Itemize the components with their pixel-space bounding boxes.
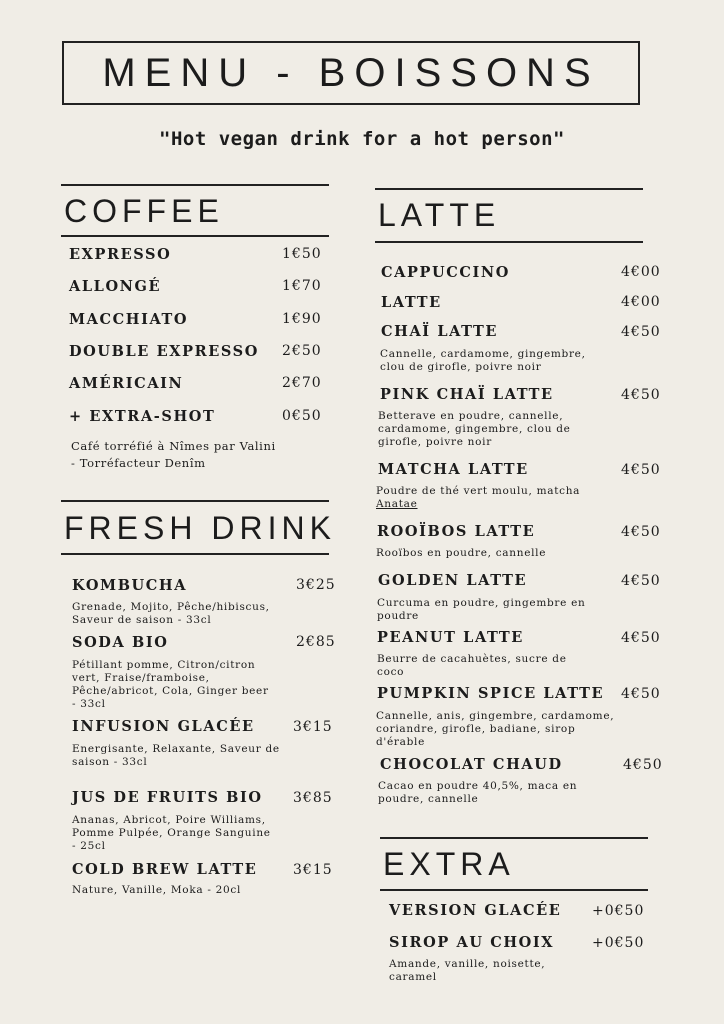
- desc-line: Cacao en poudre 40,5%, maca en: [378, 780, 578, 792]
- extra-top-rule: [380, 837, 648, 839]
- coffee-item-name: + EXTRA-SHOT: [69, 408, 216, 425]
- latte-item-desc: [376, 485, 580, 511]
- desc-line: poudre: [377, 610, 419, 622]
- latte-item-price: 4€00: [621, 264, 661, 280]
- latte-item-name: GOLDEN LATTE: [378, 572, 528, 589]
- desc-line: Rooïbos en poudre, cannelle: [376, 547, 547, 559]
- latte-item-desc: [376, 710, 614, 749]
- desc-line: - 25cl: [72, 840, 106, 852]
- desc-line: caramel: [389, 971, 437, 983]
- desc-line: Amande, vanille, noisette,: [389, 958, 546, 970]
- fresh-item-price: 3€85: [293, 790, 333, 806]
- desc-line: girofle, poivre noir: [378, 436, 492, 448]
- fresh-item-price: 3€15: [293, 719, 333, 735]
- fresh-item-desc: [72, 814, 271, 853]
- menu-title: MENU - BOISSONS: [102, 50, 600, 95]
- tagline: "Hot vegan drink for a hot person": [159, 128, 565, 150]
- extra-section-title: EXTRA: [383, 846, 515, 882]
- latte-item-name: LATTE: [381, 294, 442, 311]
- latte-item-desc: [377, 653, 567, 679]
- coffee-item-name: EXPRESSO: [69, 246, 172, 263]
- desc-line: Pomme Pulpée, Orange Sanguine: [72, 827, 271, 839]
- latte-item-price: 4€50: [621, 686, 661, 702]
- latte-item-price: 4€50: [621, 387, 661, 403]
- fresh-item-name: KOMBUCHA: [72, 577, 188, 594]
- fresh-item-name: SODA BIO: [72, 634, 169, 651]
- coffee-item-price: 1€90: [282, 311, 322, 327]
- desc-line: Nature, Vanille, Moka - 20cl: [72, 884, 242, 896]
- desc-line: coco: [377, 666, 405, 678]
- latte-section-title: LATTE: [378, 197, 501, 233]
- desc-line: Beurre de cacahuètes, sucre de: [377, 653, 567, 665]
- desc-line: Pêche/abricot, Cola, Ginger beer: [72, 685, 269, 697]
- fresh-top-rule: [61, 500, 329, 502]
- desc-line: coriandre, girofle, badiane, sirop: [376, 723, 576, 735]
- coffee-section-title: COFFEE: [64, 193, 224, 229]
- desc-line: Anatae: [376, 498, 418, 510]
- desc-line: Saveur de saison - 33cl: [72, 614, 212, 626]
- desc-line: Pétillant pomme, Citron/citron: [72, 659, 256, 671]
- latte-bottom-rule: [375, 241, 643, 243]
- latte-item-price: 4€50: [621, 630, 661, 646]
- fresh-item-price: 3€25: [296, 577, 336, 593]
- desc-line: Cannelle, cardamome, gingembre,: [380, 348, 586, 360]
- fresh-section-title: FRESH DRINK: [64, 510, 336, 546]
- latte-item-desc: [377, 597, 585, 623]
- coffee-item-name: MACCHIATO: [69, 311, 189, 328]
- fresh-item-name: JUS DE FRUITS BIO: [72, 789, 263, 806]
- extra-bottom-rule: [380, 889, 648, 891]
- fresh-item-price: 3€15: [293, 862, 333, 878]
- desc-line: cardamome, gingembre, clou de: [378, 423, 571, 435]
- latte-item-name: CHOCOLAT CHAUD: [380, 756, 563, 773]
- coffee-item-name: ALLONGÉ: [69, 278, 162, 295]
- latte-item-name: CHAÏ LATTE: [381, 323, 499, 340]
- extra-item-price: +0€50: [592, 935, 645, 951]
- desc-line: vert, Fraise/framboise,: [72, 672, 210, 684]
- fresh-item-desc: [72, 601, 270, 627]
- coffee-item-price: 1€50: [282, 246, 322, 262]
- desc-line: poudre, cannelle: [378, 793, 479, 805]
- desc-line: Ananas, Abricot, Poire Williams,: [72, 814, 266, 826]
- desc-line: Cannelle, anis, gingembre, cardamome,: [376, 710, 615, 722]
- desc-line: Curcuma en poudre, gingembre en: [377, 597, 586, 609]
- desc-line: saison - 33cl: [72, 756, 148, 768]
- coffee-bottom-rule: [61, 235, 329, 237]
- latte-item-price: 4€50: [623, 757, 663, 773]
- desc-line: Poudre de thé vert moulu, matcha: [376, 485, 581, 497]
- desc-line: clou de girofle, poivre noir: [380, 361, 542, 373]
- latte-item-price: 4€50: [621, 324, 661, 340]
- fresh-item-desc: [72, 743, 280, 769]
- extra-item-desc: [389, 958, 545, 984]
- extra-item-name: SIROP AU CHOIX: [389, 934, 555, 951]
- latte-item-price: 4€00: [621, 294, 661, 310]
- latte-item-name: ROOÏBOS LATTE: [377, 523, 536, 540]
- latte-item-price: 4€50: [621, 573, 661, 589]
- latte-item-desc: [380, 348, 586, 374]
- fresh-item-name: COLD BREW LATTE: [72, 861, 258, 878]
- coffee-item-price: 2€50: [282, 343, 322, 359]
- fresh-item-name: INFUSION GLACÉE: [72, 718, 255, 735]
- latte-top-rule: [375, 188, 643, 190]
- latte-item-name: PINK CHAÏ LATTE: [380, 386, 554, 403]
- coffee-item-name: DOUBLE EXPRESSO: [69, 343, 259, 360]
- fresh-bottom-rule: [61, 553, 329, 555]
- latte-item-desc: [378, 780, 577, 806]
- latte-item-name: MATCHA LATTE: [378, 461, 529, 478]
- latte-item-price: 4€50: [621, 462, 661, 478]
- desc-line: Energisante, Relaxante, Saveur de: [72, 743, 280, 755]
- extra-item-price: +0€50: [592, 903, 645, 919]
- coffee-item-price: 1€70: [282, 278, 322, 294]
- desc-line: - 33cl: [72, 698, 106, 710]
- desc-line: Betterave en poudre, cannelle,: [378, 410, 564, 422]
- desc-line: Grenade, Mojito, Pêche/hibiscus,: [72, 601, 270, 613]
- coffee-note-line: Café torréfié à Nîmes par Valini: [71, 439, 276, 453]
- coffee-item-name: AMÉRICAIN: [69, 375, 184, 392]
- coffee-note-line: - Torréfacteur Denîm: [71, 456, 206, 470]
- fresh-item-desc: [72, 884, 241, 897]
- desc-line: d'érable: [376, 736, 425, 748]
- latte-item-desc: [378, 410, 571, 449]
- latte-item-name: PUMPKIN SPICE LATTE: [377, 685, 605, 702]
- latte-item-desc: [376, 547, 546, 560]
- extra-item-name: VERSION GLACÉE: [389, 902, 562, 919]
- latte-item-name: CAPPUCCINO: [381, 264, 510, 281]
- coffee-note: [71, 438, 276, 472]
- latte-item-price: 4€50: [621, 524, 661, 540]
- latte-item-name: PEANUT LATTE: [377, 629, 524, 646]
- coffee-item-price: 0€50: [282, 408, 322, 424]
- fresh-item-desc: [72, 659, 269, 711]
- coffee-top-rule: [61, 184, 329, 186]
- fresh-item-price: 2€85: [296, 634, 336, 650]
- coffee-item-price: 2€70: [282, 375, 322, 391]
